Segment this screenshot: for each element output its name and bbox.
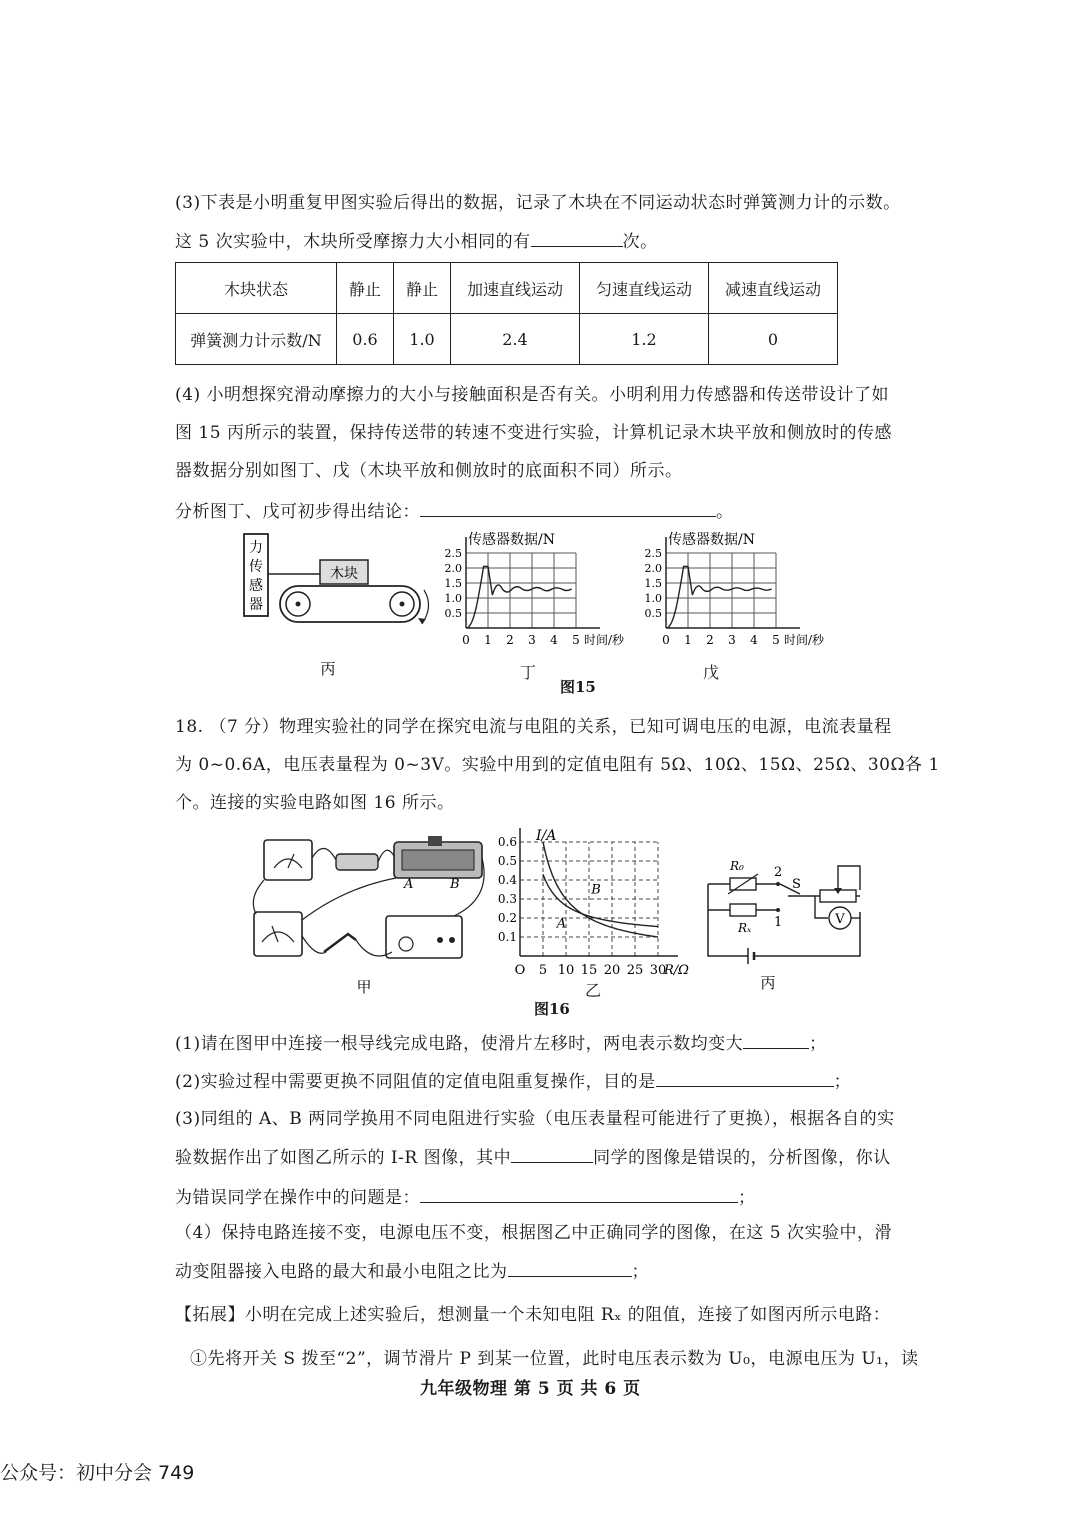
table-cell: 0.6 (337, 314, 394, 365)
fig15-graph-wu (636, 528, 846, 658)
q18-ext-line2: ①先将开关 S 拨至“2”，调节滑片 P 到某一位置，此时电压表示数为 U₀，电源电压为 U₁，读 (190, 1349, 919, 1369)
fig15-caption: 图15 (560, 678, 596, 696)
fig15-conveyor-diagram (240, 528, 440, 683)
sensor-label-char: 感 (249, 578, 263, 594)
table-cell: 1.2 (580, 314, 709, 365)
table-cell: 减速直线运动 (709, 263, 838, 314)
q18-p2-end: ； (833, 1072, 852, 1092)
x-tick-label: 2 (506, 633, 514, 647)
q18-p3-line1: (3)同组的 A、B 两同学换用不同电阻进行实验（电压表量程可能进行了更换），根据各自的实 (175, 1109, 895, 1129)
q18-line2: 为 0~0.6A，电压表量程为 0~3V。实验中用到的定值电阻有 5Ω、10Ω、15Ω、25Ω、30Ω各 1 (175, 755, 940, 775)
x-tick-label: 5 (572, 633, 580, 647)
fig16-apparatus-sketch (244, 828, 494, 998)
x-tick-label: 10 (557, 963, 575, 978)
answer-blank[interactable] (743, 1032, 809, 1049)
x-axis-label: 时间/秒 (784, 633, 825, 647)
x-tick-label: 4 (550, 633, 558, 647)
q18-p1-text: (1)请在图甲中连接一根导线完成电路，使滑片左移时，两电表示数均变大 (175, 1034, 744, 1054)
block-label: 木块 (330, 566, 358, 582)
q17-p4-line1: (4) 小明想探究滑动摩擦力的大小与接触面积是否有关。小明利用力传感器和传送带设计了如 (175, 385, 889, 405)
sensor-label-char: 力 (249, 540, 263, 556)
fig16-circuit-diagram (700, 848, 875, 998)
fig16-sub-jia: 甲 (356, 978, 372, 996)
y-tick-label: 1.5 (644, 577, 662, 590)
q18-p1 (175, 1032, 827, 1055)
fig15-graph-ding (436, 528, 646, 658)
y-tick-label: 0.3 (497, 892, 517, 906)
q18-p3-text2: 同学的图像是错误的，分析图像，你认 (593, 1148, 891, 1168)
answer-blank[interactable] (656, 1070, 834, 1087)
fig16-sub-yi: 乙 (585, 981, 602, 1000)
circuit-r0-label: R₀ (730, 859, 744, 873)
fig15-sub-ding: 丁 (520, 663, 537, 682)
table-header-reading: 弹簧测力计示数/N (176, 314, 337, 365)
y-tick-label: 0.5 (444, 607, 462, 620)
q18-p3-text: 验数据作出了如图乙所示的 I-R 图像，其中 (175, 1148, 512, 1168)
fig15-sub-bing: 丙 (320, 660, 336, 678)
y-tick-label: 2.0 (444, 562, 462, 575)
circuit-pos-2: 2 (774, 865, 783, 880)
q18-p4-line1: （4）保持电路连接不变，电源电压不变，根据图乙中正确同学的图像，在这 5 次实验中，滑 (175, 1223, 892, 1243)
y-tick-label: 0.2 (497, 911, 517, 925)
q17-p3-text: 这 5 次实验中，木块所受摩擦力大小相同的有 (175, 232, 531, 252)
q17-p4-text-end: 。 (716, 502, 734, 522)
q18-p3-line3 (175, 1186, 756, 1209)
y-tick-label: 2.0 (644, 562, 662, 575)
table-cell: 2.4 (451, 314, 580, 365)
q17-p4-line4 (175, 500, 734, 523)
q18-ext-line1: 【拓展】小明在完成上述实验后，想测量一个未知电阻 Rₓ 的阻值，连接了如图丙所示电路： (175, 1305, 891, 1325)
x-tick-label: 0 (462, 633, 470, 647)
curve-b-label: B (591, 882, 601, 898)
x-tick-label: O (514, 963, 526, 978)
sensor-label-char: 器 (249, 597, 263, 613)
fig15-sub-wu: 戊 (703, 663, 720, 682)
q18-p2 (175, 1070, 851, 1093)
x-tick-label: 20 (603, 963, 621, 978)
answer-blank[interactable] (531, 230, 623, 247)
table-cell: 1.0 (394, 314, 451, 365)
rheostat-b-label: B (450, 877, 460, 892)
x-tick-label: 5 (538, 963, 548, 978)
q18-line3: 个。连接的实验电路如图 16 所示。 (175, 793, 455, 813)
q18-p4-line2 (175, 1260, 649, 1283)
y-tick-label: 1.0 (644, 592, 662, 605)
y-tick-label: 1.0 (444, 592, 462, 605)
page-footer: 九年级物理 第 5 页 共 6 页 (420, 1379, 641, 1399)
answer-blank[interactable] (420, 1186, 738, 1203)
x-tick-label: 0 (662, 633, 670, 647)
circuit-pos-1: 1 (774, 915, 783, 930)
circuit-switch-s: S (792, 877, 801, 892)
y-tick-label: 2.5 (444, 547, 462, 560)
fig16-ir-graph (492, 818, 702, 998)
ir-ylabel: I/A (536, 828, 557, 844)
y-tick-label: 0.6 (497, 835, 517, 849)
x-axis-label: 时间/秒 (584, 633, 625, 647)
watermark-text: 公众号：初中分会 749 (0, 1462, 195, 1484)
spring-scale-table (175, 262, 838, 365)
graph-wu-title: 传感器数据/N (668, 532, 755, 548)
x-axis-label: R/Ω (664, 963, 689, 978)
ding-sensor-curve (467, 567, 571, 629)
q18-p3-end: ； (738, 1188, 756, 1208)
x-tick-label: 4 (750, 633, 758, 647)
graph-ding-title: 传感器数据/N (468, 532, 555, 548)
circuit-rx-label: Rₓ (738, 921, 752, 935)
wu-sensor-curve (667, 567, 772, 629)
y-tick-label: 1.5 (444, 577, 462, 590)
x-tick-label: 3 (528, 633, 536, 647)
table-row (176, 263, 838, 314)
x-tick-label: 15 (580, 963, 598, 978)
q18-p3-text3: 为错误同学在操作中的问题是： (175, 1188, 420, 1208)
q17-p3-line2 (175, 230, 658, 253)
table-header-state: 木块状态 (176, 263, 337, 314)
q18-p2-text: (2)实验过程中需要更换不同阻值的定值电阻重复操作，目的是 (175, 1072, 656, 1092)
y-tick-label: 0.5 (497, 854, 517, 868)
q18-line1: 18. （7 分）物理实验社的同学在探究电流与电阻的关系，已知可调电压的电源，电流表量程 (175, 717, 892, 737)
q18-p1-end: ； (809, 1034, 827, 1054)
y-tick-label: 0.4 (497, 873, 517, 887)
answer-blank[interactable] (508, 1260, 632, 1277)
fig16-sub-bing: 丙 (760, 974, 776, 992)
q17-p3-text-end: 次。 (622, 232, 658, 252)
q18-p3-line2 (175, 1146, 891, 1169)
q17-p4-line2: 图 15 丙所示的装置，保持传送带的转速不变进行实验，计算机记录木块平放和侧放时的传感 (175, 423, 892, 443)
q18-p4-text: 动变阻器接入电路的最大和最小电阻之比为 (175, 1262, 508, 1282)
y-tick-label: 0.5 (644, 607, 662, 620)
table-cell: 静止 (394, 263, 451, 314)
fig16-caption: 图16 (534, 1000, 570, 1018)
x-tick-label: 5 (772, 633, 780, 647)
answer-blank[interactable] (511, 1146, 593, 1163)
x-tick-label: 25 (626, 963, 644, 978)
x-tick-label: 1 (484, 633, 492, 647)
q17-p4-line3: 器数据分别如图丁、戊（木块平放和侧放时的底面积不同）所示。 (175, 461, 683, 481)
q17-p3-line1: (3)下表是小明重复甲图实验后得出的数据，记录了木块在不同运动状态时弹簧测力计的示数。 (175, 193, 901, 213)
table-cell: 加速直线运动 (451, 263, 580, 314)
sensor-label-char: 传 (249, 559, 263, 575)
table-cell: 匀速直线运动 (580, 263, 709, 314)
table-row (176, 314, 838, 365)
x-tick-label: 1 (684, 633, 692, 647)
y-tick-label: 0.1 (497, 930, 517, 944)
x-tick-label: 30 (649, 963, 667, 978)
y-tick-label: 2.5 (644, 547, 662, 560)
table-cell: 0 (709, 314, 838, 365)
x-tick-label: 3 (728, 633, 736, 647)
answer-blank[interactable] (420, 500, 716, 517)
voltmeter-symbol: V (835, 912, 845, 927)
q17-p4-text: 分析图丁、戊可初步得出结论： (175, 502, 420, 522)
x-tick-label: 2 (706, 633, 714, 647)
curve-a-label: A (556, 916, 567, 932)
rheostat-a-label: A (404, 877, 414, 892)
table-cell: 静止 (337, 263, 394, 314)
q18-p4-end: ； (631, 1262, 649, 1282)
